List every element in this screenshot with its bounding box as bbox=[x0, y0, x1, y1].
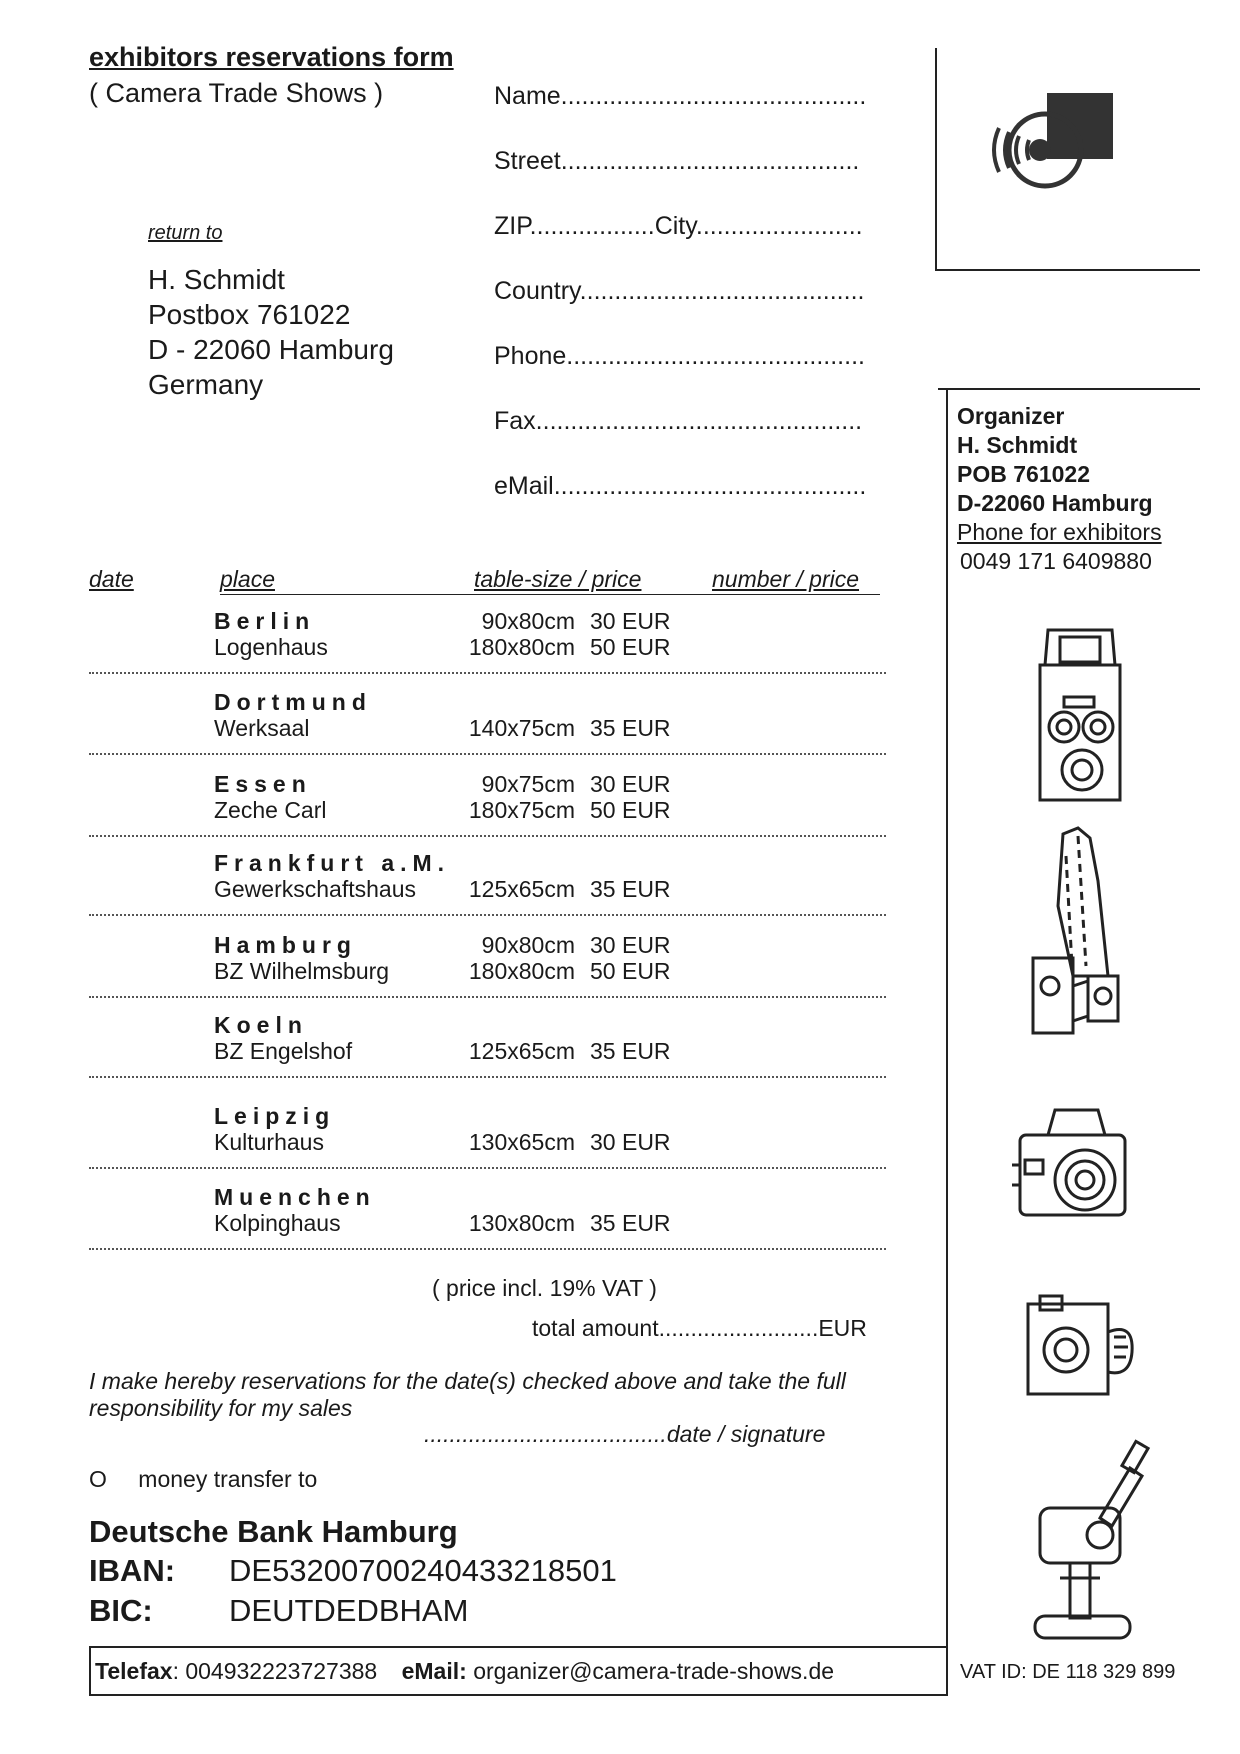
header-size-price: table-size / price bbox=[474, 566, 642, 592]
organizer-phone[interactable]: 0049 171 6409880 bbox=[960, 548, 1152, 574]
organizer-name: H. Schmidt bbox=[957, 432, 1078, 458]
logo-box-left-border bbox=[935, 48, 937, 271]
row-separator bbox=[89, 753, 886, 755]
logo-box-bottom-border bbox=[935, 269, 1200, 271]
table-price: 30 EUR bbox=[590, 932, 671, 958]
telefax-label: Telefax bbox=[95, 1658, 173, 1684]
table-size: 90x80cm bbox=[481, 932, 575, 958]
event-venue: Werksaal bbox=[214, 715, 310, 741]
table-size: 90x75cm bbox=[481, 771, 575, 797]
table-size: 180x75cm bbox=[468, 797, 575, 823]
phone-field[interactable]: Phone........................................... bbox=[494, 342, 865, 370]
logo-icon bbox=[985, 88, 1115, 198]
transfer-checkbox[interactable]: O bbox=[89, 1466, 107, 1492]
header-place: place bbox=[220, 566, 275, 592]
table-size: 125x65cm bbox=[468, 876, 575, 902]
form-subtitle: ( Camera Trade Shows ) bbox=[89, 78, 384, 108]
event-venue: Gewerkschaftshaus bbox=[214, 876, 416, 902]
table-size: 140x75cm bbox=[468, 715, 575, 741]
transfer-label: money transfer to bbox=[138, 1466, 318, 1492]
table-price: 35 EUR bbox=[590, 1038, 671, 1064]
microscope-icon bbox=[1030, 1438, 1160, 1643]
email-field[interactable]: eMail............................................. bbox=[494, 472, 867, 500]
bic-value: DEUTDEDBHAM bbox=[229, 1593, 469, 1628]
organizer-phone-label: Phone for exhibitors bbox=[957, 519, 1162, 545]
event-venue: BZ Engelshof bbox=[214, 1038, 353, 1064]
fax-field[interactable]: Fax............................................... bbox=[494, 407, 863, 435]
total-amount-field[interactable]: total amount.........................EUR bbox=[532, 1315, 867, 1341]
iban-value: DE53200700240433218501 bbox=[229, 1553, 617, 1588]
return-to-label: return to bbox=[148, 222, 223, 244]
return-line: Germany bbox=[148, 369, 264, 400]
event-city: Essen bbox=[214, 771, 312, 797]
event-city: Koeln bbox=[214, 1012, 308, 1038]
row-separator bbox=[89, 1248, 886, 1250]
street-field[interactable]: Street........................................... bbox=[494, 147, 860, 175]
folding-camera-icon bbox=[1028, 826, 1128, 1056]
table-size: 125x65cm bbox=[468, 1038, 575, 1064]
compact-camera-icon bbox=[1022, 1292, 1142, 1402]
return-line: H. Schmidt bbox=[148, 264, 285, 295]
sidebar-divider bbox=[946, 388, 948, 1646]
table-price: 50 EUR bbox=[590, 958, 671, 984]
signature-field[interactable]: ......................................date / signature bbox=[424, 1421, 826, 1447]
tlr-camera-icon bbox=[1030, 625, 1130, 805]
header-underline bbox=[220, 594, 880, 595]
bank-name: Deutsche Bank Hamburg bbox=[89, 1514, 458, 1549]
bic-label: BIC: bbox=[89, 1593, 153, 1628]
table-size: 180x80cm bbox=[468, 634, 575, 660]
event-city: Dortmund bbox=[214, 689, 372, 715]
table-price: 50 EUR bbox=[590, 797, 671, 823]
table-price: 35 EUR bbox=[590, 1210, 671, 1236]
event-city: Hamburg bbox=[214, 932, 357, 958]
event-city: Leipzig bbox=[214, 1103, 336, 1129]
table-price: 30 EUR bbox=[590, 608, 671, 634]
event-city: Frankfurt a.M. bbox=[214, 850, 451, 876]
event-city: Berlin bbox=[214, 608, 316, 634]
table-price: 35 EUR bbox=[590, 715, 671, 741]
header-number-price: number / price bbox=[712, 566, 860, 592]
name-field[interactable]: Name............................................ bbox=[494, 82, 867, 110]
event-venue: BZ Wilhelmsburg bbox=[214, 958, 390, 984]
telefax-value: : 004932223727388 bbox=[172, 1658, 378, 1684]
event-venue: Kolpinghaus bbox=[214, 1210, 341, 1236]
reservation-statement: I make hereby reservations for the date(s) checked above and take the full responsibility for my sales bbox=[89, 1368, 846, 1421]
event-venue: Zeche Carl bbox=[214, 797, 327, 823]
return-address bbox=[148, 262, 394, 402]
zip-city-field[interactable]: ZIP..................City........................ bbox=[494, 212, 863, 240]
event-city: Muenchen bbox=[214, 1184, 376, 1210]
footer-email-link[interactable]: organizer@camera-trade-shows.de bbox=[473, 1658, 835, 1684]
row-separator bbox=[89, 996, 886, 998]
return-line: Postbox 761022 bbox=[148, 299, 351, 330]
organizer-pob: POB 761022 bbox=[957, 461, 1090, 487]
table-price: 30 EUR bbox=[590, 1129, 671, 1155]
medium-format-camera-icon bbox=[1010, 1105, 1140, 1225]
header-date: date bbox=[89, 566, 134, 592]
table-size: 180x80cm bbox=[468, 958, 575, 984]
table-price: 30 EUR bbox=[590, 771, 671, 797]
vat-note: ( price incl. 19% VAT ) bbox=[432, 1275, 657, 1301]
iban-label: IBAN: bbox=[89, 1553, 176, 1588]
organizer-label: Organizer bbox=[957, 403, 1065, 429]
table-size: 130x80cm bbox=[468, 1210, 575, 1236]
organizer-top-border bbox=[938, 388, 1200, 390]
table-size: 90x80cm bbox=[481, 608, 575, 634]
row-separator bbox=[89, 914, 886, 916]
vat-id: VAT ID: DE 118 329 899 bbox=[960, 1661, 1176, 1683]
country-field[interactable]: Country......................................... bbox=[494, 277, 865, 305]
event-venue: Logenhaus bbox=[214, 634, 328, 660]
table-price: 35 EUR bbox=[590, 876, 671, 902]
row-separator bbox=[89, 1167, 886, 1169]
organizer-city: D-22060 Hamburg bbox=[957, 490, 1153, 516]
footer-email-label: eMail: bbox=[401, 1658, 467, 1684]
row-separator bbox=[89, 835, 886, 837]
table-size: 130x65cm bbox=[468, 1129, 575, 1155]
event-venue: Kulturhaus bbox=[214, 1129, 324, 1155]
organizer-block bbox=[957, 402, 1162, 576]
row-separator bbox=[89, 1076, 886, 1078]
form-title: exhibitors reservations form bbox=[89, 42, 454, 72]
row-separator bbox=[89, 672, 886, 674]
money-transfer-option bbox=[89, 1466, 317, 1493]
contact-footer bbox=[89, 1646, 948, 1696]
return-line: D - 22060 Hamburg bbox=[148, 334, 394, 365]
table-price: 50 EUR bbox=[590, 634, 671, 660]
